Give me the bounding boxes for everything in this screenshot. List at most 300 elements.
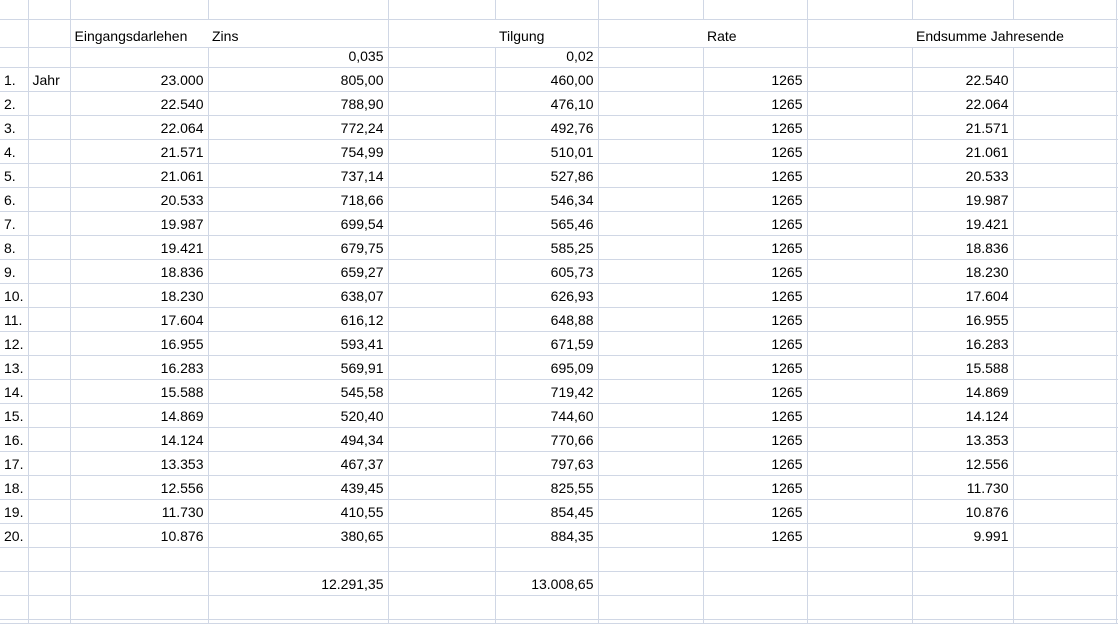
cell-J6[interactable]: 21.571 — [912, 115, 1013, 139]
cell-B9[interactable] — [28, 187, 70, 211]
cell-F20[interactable]: 797,63 — [495, 451, 598, 475]
cell-D16[interactable]: 569,91 — [208, 355, 388, 379]
cell-D19[interactable]: 494,34 — [208, 427, 388, 451]
cell-I10[interactable] — [807, 211, 912, 235]
cell-E18[interactable] — [388, 403, 495, 427]
cell-I23[interactable] — [807, 523, 912, 547]
cell-F12[interactable]: 605,73 — [495, 259, 598, 283]
row-16 — [0, 355, 1118, 379]
cell-K25[interactable] — [1013, 571, 1116, 595]
cell-C3[interactable] — [70, 47, 208, 67]
cell-I17[interactable] — [807, 379, 912, 403]
cell-F26[interactable] — [495, 595, 598, 619]
cell-I27[interactable] — [807, 619, 912, 623]
cell-C1[interactable] — [70, 0, 208, 19]
cell-B25[interactable] — [28, 571, 70, 595]
cell-E3[interactable] — [388, 47, 495, 67]
cell-K27[interactable] — [1013, 619, 1116, 623]
cell-K23[interactable] — [1013, 523, 1116, 547]
cell-F17[interactable]: 719,42 — [495, 379, 598, 403]
cell-A5[interactable]: 2. — [0, 91, 28, 115]
cell-E9[interactable] — [388, 187, 495, 211]
cell-C10[interactable]: 19.987 — [70, 211, 208, 235]
cell-E12[interactable] — [388, 259, 495, 283]
cell-A4[interactable]: 1. — [0, 67, 28, 91]
cell-D17[interactable]: 545,58 — [208, 379, 388, 403]
cell-G8[interactable] — [598, 163, 703, 187]
cell-H14[interactable]: 1265 — [703, 307, 807, 331]
cell-J22[interactable]: 10.876 — [912, 499, 1013, 523]
cell-K21[interactable] — [1013, 475, 1116, 499]
cell-B2[interactable] — [28, 19, 70, 47]
cell-D24[interactable] — [208, 547, 388, 571]
cell-E21[interactable] — [388, 475, 495, 499]
cell-B3[interactable] — [28, 47, 70, 67]
cell-J4[interactable]: 22.540 — [912, 67, 1013, 91]
cell-D12[interactable]: 659,27 — [208, 259, 388, 283]
cell-D2[interactable]: Zins — [208, 19, 388, 47]
cell-K16[interactable] — [1013, 355, 1116, 379]
cell-F23[interactable]: 884,35 — [495, 523, 598, 547]
cell-J21[interactable]: 11.730 — [912, 475, 1013, 499]
row-8 — [0, 163, 1118, 187]
cell-I12[interactable] — [807, 259, 912, 283]
cell-C26[interactable] — [70, 595, 208, 619]
cell-B16[interactable] — [28, 355, 70, 379]
cell-F21[interactable]: 825,55 — [495, 475, 598, 499]
cell-K3[interactable] — [1013, 47, 1116, 67]
cell-K22[interactable] — [1013, 499, 1116, 523]
cell-A22[interactable]: 19. — [0, 499, 28, 523]
cell-D1[interactable] — [208, 0, 388, 19]
cell-C15[interactable]: 16.955 — [70, 331, 208, 355]
cell-K8[interactable] — [1013, 163, 1116, 187]
cell-I9[interactable] — [807, 187, 912, 211]
cell-F1[interactable] — [495, 0, 598, 19]
cell-J24[interactable] — [912, 547, 1013, 571]
cell-F2[interactable]: Tilgung — [495, 19, 598, 47]
cell-B4[interactable]: Jahr — [28, 67, 70, 91]
cell-J11[interactable]: 18.836 — [912, 235, 1013, 259]
cell-C18[interactable]: 14.869 — [70, 403, 208, 427]
row-14 — [0, 307, 1118, 331]
cell-D6[interactable]: 772,24 — [208, 115, 388, 139]
cell-H27[interactable] — [703, 619, 807, 623]
cell-A24[interactable] — [0, 547, 28, 571]
cell-K20[interactable] — [1013, 451, 1116, 475]
cell-K26[interactable] — [1013, 595, 1116, 619]
cell-E7[interactable] — [388, 139, 495, 163]
cell-C12[interactable]: 18.836 — [70, 259, 208, 283]
cell-H24[interactable] — [703, 547, 807, 571]
cell-J18[interactable]: 14.124 — [912, 403, 1013, 427]
cell-B11[interactable] — [28, 235, 70, 259]
cell-F14[interactable]: 648,88 — [495, 307, 598, 331]
cell-H20[interactable]: 1265 — [703, 451, 807, 475]
cell-H25[interactable] — [703, 571, 807, 595]
cell-H19[interactable]: 1265 — [703, 427, 807, 451]
cell-D13[interactable]: 638,07 — [208, 283, 388, 307]
cell-C23[interactable]: 10.876 — [70, 523, 208, 547]
cell-J15[interactable]: 16.283 — [912, 331, 1013, 355]
cell-B18[interactable] — [28, 403, 70, 427]
cell-F27[interactable] — [495, 619, 598, 623]
cell-D26[interactable] — [208, 595, 388, 619]
cell-G2[interactable] — [598, 19, 703, 47]
cell-J12[interactable]: 18.230 — [912, 259, 1013, 283]
cell-H16[interactable]: 1265 — [703, 355, 807, 379]
cell-D11[interactable]: 679,75 — [208, 235, 388, 259]
cell-G12[interactable] — [598, 259, 703, 283]
cell-D7[interactable]: 754,99 — [208, 139, 388, 163]
cell-I6[interactable] — [807, 115, 912, 139]
cell-I13[interactable] — [807, 283, 912, 307]
cell-C19[interactable]: 14.124 — [70, 427, 208, 451]
cell-D5[interactable]: 788,90 — [208, 91, 388, 115]
cell-D15[interactable]: 593,41 — [208, 331, 388, 355]
cell-I19[interactable] — [807, 427, 912, 451]
cell-H21[interactable]: 1265 — [703, 475, 807, 499]
cell-C20[interactable]: 13.353 — [70, 451, 208, 475]
cell-C6[interactable]: 22.064 — [70, 115, 208, 139]
cell-G24[interactable] — [598, 547, 703, 571]
cell-F7[interactable]: 510,01 — [495, 139, 598, 163]
cell-C24[interactable] — [70, 547, 208, 571]
cell-H17[interactable]: 1265 — [703, 379, 807, 403]
cell-A14[interactable]: 11. — [0, 307, 28, 331]
cell-C21[interactable]: 12.556 — [70, 475, 208, 499]
cell-H5[interactable]: 1265 — [703, 91, 807, 115]
cell-D14[interactable]: 616,12 — [208, 307, 388, 331]
cell-D27[interactable] — [208, 619, 388, 623]
cell-C4[interactable]: 23.000 — [70, 67, 208, 91]
cell-G20[interactable] — [598, 451, 703, 475]
cell-G25[interactable] — [598, 571, 703, 595]
cell-H6[interactable]: 1265 — [703, 115, 807, 139]
cell-D9[interactable]: 718,66 — [208, 187, 388, 211]
cell-J7[interactable]: 21.061 — [912, 139, 1013, 163]
cell-I1[interactable] — [807, 0, 912, 19]
cell-H22[interactable]: 1265 — [703, 499, 807, 523]
cell-A6[interactable]: 3. — [0, 115, 28, 139]
cell-D10[interactable]: 699,54 — [208, 211, 388, 235]
cell-E26[interactable] — [388, 595, 495, 619]
cell-C17[interactable]: 15.588 — [70, 379, 208, 403]
cell-K7[interactable] — [1013, 139, 1116, 163]
cell-I25[interactable] — [807, 571, 912, 595]
cell-J14[interactable]: 16.955 — [912, 307, 1013, 331]
cell-B24[interactable] — [28, 547, 70, 571]
cell-B12[interactable] — [28, 259, 70, 283]
cell-E24[interactable] — [388, 547, 495, 571]
cell-A20[interactable]: 17. — [0, 451, 28, 475]
cell-G26[interactable] — [598, 595, 703, 619]
cell-D23[interactable]: 380,65 — [208, 523, 388, 547]
cell-H26[interactable] — [703, 595, 807, 619]
cell-A8[interactable]: 5. — [0, 163, 28, 187]
cell-K14[interactable] — [1013, 307, 1116, 331]
cell-H7[interactable]: 1265 — [703, 139, 807, 163]
cell-I15[interactable] — [807, 331, 912, 355]
cell-B17[interactable] — [28, 379, 70, 403]
cell-A11[interactable]: 8. — [0, 235, 28, 259]
cell-G17[interactable] — [598, 379, 703, 403]
cell-D22[interactable]: 410,55 — [208, 499, 388, 523]
cell-E27[interactable] — [388, 619, 495, 623]
cell-F13[interactable]: 626,93 — [495, 283, 598, 307]
cell-H18[interactable]: 1265 — [703, 403, 807, 427]
cell-J27[interactable] — [912, 619, 1013, 623]
cell-C9[interactable]: 20.533 — [70, 187, 208, 211]
cell-A10[interactable]: 7. — [0, 211, 28, 235]
cell-F3[interactable]: 0,02 — [495, 47, 598, 67]
cell-C5[interactable]: 22.540 — [70, 91, 208, 115]
cell-K1[interactable] — [1013, 0, 1116, 19]
cell-E20[interactable] — [388, 451, 495, 475]
cell-A12[interactable]: 9. — [0, 259, 28, 283]
cell-I16[interactable] — [807, 355, 912, 379]
cell-G11[interactable] — [598, 235, 703, 259]
cell-B20[interactable] — [28, 451, 70, 475]
cell-H23[interactable]: 1265 — [703, 523, 807, 547]
cell-F9[interactable]: 546,34 — [495, 187, 598, 211]
cell-C27[interactable] — [70, 619, 208, 623]
cell-A3[interactable] — [0, 47, 28, 67]
cell-B19[interactable] — [28, 427, 70, 451]
cell-H2[interactable]: Rate — [703, 19, 807, 47]
cell-G4[interactable] — [598, 67, 703, 91]
cell-K13[interactable] — [1013, 283, 1116, 307]
cell-K5[interactable] — [1013, 91, 1116, 115]
cell-E25[interactable] — [388, 571, 495, 595]
cell-K4[interactable] — [1013, 67, 1116, 91]
cell-I4[interactable] — [807, 67, 912, 91]
cell-C16[interactable]: 16.283 — [70, 355, 208, 379]
cell-H10[interactable]: 1265 — [703, 211, 807, 235]
cell-B27[interactable] — [28, 619, 70, 623]
cell-B21[interactable] — [28, 475, 70, 499]
cell-B6[interactable] — [28, 115, 70, 139]
cell-A25[interactable] — [0, 571, 28, 595]
cell-K12[interactable] — [1013, 259, 1116, 283]
cell-F10[interactable]: 565,46 — [495, 211, 598, 235]
cell-I21[interactable] — [807, 475, 912, 499]
cell-E11[interactable] — [388, 235, 495, 259]
cell-C7[interactable]: 21.571 — [70, 139, 208, 163]
cell-G1[interactable] — [598, 0, 703, 19]
cell-A2[interactable] — [0, 19, 28, 47]
cell-E16[interactable] — [388, 355, 495, 379]
cell-H11[interactable]: 1265 — [703, 235, 807, 259]
cell-G15[interactable] — [598, 331, 703, 355]
cell-G9[interactable] — [598, 187, 703, 211]
cell-I18[interactable] — [807, 403, 912, 427]
cell-J10[interactable]: 19.421 — [912, 211, 1013, 235]
cell-C22[interactable]: 11.730 — [70, 499, 208, 523]
cell-A21[interactable]: 18. — [0, 475, 28, 499]
cell-B26[interactable] — [28, 595, 70, 619]
cell-G6[interactable] — [598, 115, 703, 139]
cell-J19[interactable]: 13.353 — [912, 427, 1013, 451]
cell-A15[interactable]: 12. — [0, 331, 28, 355]
cell-H9[interactable]: 1265 — [703, 187, 807, 211]
cell-E17[interactable] — [388, 379, 495, 403]
cell-K18[interactable] — [1013, 403, 1116, 427]
cell-A23[interactable]: 20. — [0, 523, 28, 547]
cell-G14[interactable] — [598, 307, 703, 331]
cell-G18[interactable] — [598, 403, 703, 427]
cell-C13[interactable]: 18.230 — [70, 283, 208, 307]
cell-E4[interactable] — [388, 67, 495, 91]
cell-E5[interactable] — [388, 91, 495, 115]
cell-I7[interactable] — [807, 139, 912, 163]
cell-D20[interactable]: 467,37 — [208, 451, 388, 475]
cell-G3[interactable] — [598, 47, 703, 67]
cell-A27[interactable] — [0, 619, 28, 623]
cell-I20[interactable] — [807, 451, 912, 475]
cell-E6[interactable] — [388, 115, 495, 139]
cell-H13[interactable]: 1265 — [703, 283, 807, 307]
cell-G5[interactable] — [598, 91, 703, 115]
cell-J1[interactable] — [912, 0, 1013, 19]
cell-G22[interactable] — [598, 499, 703, 523]
cell-I3[interactable] — [807, 47, 912, 67]
cell-F18[interactable]: 744,60 — [495, 403, 598, 427]
cell-F22[interactable]: 854,45 — [495, 499, 598, 523]
cell-J25[interactable] — [912, 571, 1013, 595]
cell-B7[interactable] — [28, 139, 70, 163]
cell-D25[interactable]: 12.291,35 — [208, 571, 388, 595]
cell-B8[interactable] — [28, 163, 70, 187]
cell-J5[interactable]: 22.064 — [912, 91, 1013, 115]
cell-F15[interactable]: 671,59 — [495, 331, 598, 355]
cell-A26[interactable] — [0, 595, 28, 619]
cell-E1[interactable] — [388, 0, 495, 19]
cell-E23[interactable] — [388, 523, 495, 547]
cell-A16[interactable]: 13. — [0, 355, 28, 379]
cell-K10[interactable] — [1013, 211, 1116, 235]
cell-G21[interactable] — [598, 475, 703, 499]
cell-H8[interactable]: 1265 — [703, 163, 807, 187]
cell-I14[interactable] — [807, 307, 912, 331]
cell-F6[interactable]: 492,76 — [495, 115, 598, 139]
cell-I11[interactable] — [807, 235, 912, 259]
cell-E13[interactable] — [388, 283, 495, 307]
cell-K15[interactable] — [1013, 331, 1116, 355]
cell-I26[interactable] — [807, 595, 912, 619]
cell-C14[interactable]: 17.604 — [70, 307, 208, 331]
cell-K24[interactable] — [1013, 547, 1116, 571]
cell-D4[interactable]: 805,00 — [208, 67, 388, 91]
cell-B14[interactable] — [28, 307, 70, 331]
cell-H4[interactable]: 1265 — [703, 67, 807, 91]
cell-C2[interactable]: Eingangsdarlehen — [70, 19, 208, 47]
cell-G7[interactable] — [598, 139, 703, 163]
cell-G19[interactable] — [598, 427, 703, 451]
cell-I8[interactable] — [807, 163, 912, 187]
cell-F19[interactable]: 770,66 — [495, 427, 598, 451]
cell-F4[interactable]: 460,00 — [495, 67, 598, 91]
cell-K9[interactable] — [1013, 187, 1116, 211]
cell-J16[interactable]: 15.588 — [912, 355, 1013, 379]
row-26 — [0, 595, 1118, 619]
cell-G23[interactable] — [598, 523, 703, 547]
cell-I22[interactable] — [807, 499, 912, 523]
cell-E14[interactable] — [388, 307, 495, 331]
cell-B13[interactable] — [28, 283, 70, 307]
cell-J26[interactable] — [912, 595, 1013, 619]
cell-B10[interactable] — [28, 211, 70, 235]
cell-I5[interactable] — [807, 91, 912, 115]
cell-A7[interactable]: 4. — [0, 139, 28, 163]
cell-E22[interactable] — [388, 499, 495, 523]
cell-F16[interactable]: 695,09 — [495, 355, 598, 379]
cell-G27[interactable] — [598, 619, 703, 623]
cell-B1[interactable] — [28, 0, 70, 19]
cell-A19[interactable]: 16. — [0, 427, 28, 451]
cell-I2[interactable] — [807, 19, 912, 47]
cell-C8[interactable]: 21.061 — [70, 163, 208, 187]
cell-D21[interactable]: 439,45 — [208, 475, 388, 499]
cell-B15[interactable] — [28, 331, 70, 355]
cell-H15[interactable]: 1265 — [703, 331, 807, 355]
cell-H1[interactable] — [703, 0, 807, 19]
cell-F11[interactable]: 585,25 — [495, 235, 598, 259]
cell-K11[interactable] — [1013, 235, 1116, 259]
cell-G10[interactable] — [598, 211, 703, 235]
cell-E15[interactable] — [388, 331, 495, 355]
cell-J8[interactable]: 20.533 — [912, 163, 1013, 187]
cell-B22[interactable] — [28, 499, 70, 523]
cell-J3[interactable] — [912, 47, 1013, 67]
cell-F5[interactable]: 476,10 — [495, 91, 598, 115]
cell-B23[interactable] — [28, 523, 70, 547]
cell-B5[interactable] — [28, 91, 70, 115]
cell-J9[interactable]: 19.987 — [912, 187, 1013, 211]
cell-E19[interactable] — [388, 427, 495, 451]
cell-E10[interactable] — [388, 211, 495, 235]
cell-F8[interactable]: 527,86 — [495, 163, 598, 187]
cell-E2[interactable] — [388, 19, 495, 47]
cell-K19[interactable] — [1013, 427, 1116, 451]
cell-A13[interactable]: 10. — [0, 283, 28, 307]
cell-E8[interactable] — [388, 163, 495, 187]
cell-A18[interactable]: 15. — [0, 403, 28, 427]
cell-F25[interactable]: 13.008,65 — [495, 571, 598, 595]
cell-C11[interactable]: 19.421 — [70, 235, 208, 259]
cell-H3[interactable] — [703, 47, 807, 67]
cell-J13[interactable]: 17.604 — [912, 283, 1013, 307]
cell-K6[interactable] — [1013, 115, 1116, 139]
cell-I24[interactable] — [807, 547, 912, 571]
cell-J20[interactable]: 12.556 — [912, 451, 1013, 475]
cell-J23[interactable]: 9.991 — [912, 523, 1013, 547]
cell-G16[interactable] — [598, 355, 703, 379]
cell-H12[interactable]: 1265 — [703, 259, 807, 283]
cell-A17[interactable]: 14. — [0, 379, 28, 403]
cell-D18[interactable]: 520,40 — [208, 403, 388, 427]
cell-C25[interactable] — [70, 571, 208, 595]
cell-F24[interactable] — [495, 547, 598, 571]
cell-D3[interactable]: 0,035 — [208, 47, 388, 67]
cell-J2[interactable]: Endsumme Jahresende — [912, 19, 1116, 47]
cell-A1[interactable] — [0, 0, 28, 19]
cell-D8[interactable]: 737,14 — [208, 163, 388, 187]
cell-K17[interactable] — [1013, 379, 1116, 403]
cell-A9[interactable]: 6. — [0, 187, 28, 211]
cell-G13[interactable] — [598, 283, 703, 307]
cell-J17[interactable]: 14.869 — [912, 379, 1013, 403]
